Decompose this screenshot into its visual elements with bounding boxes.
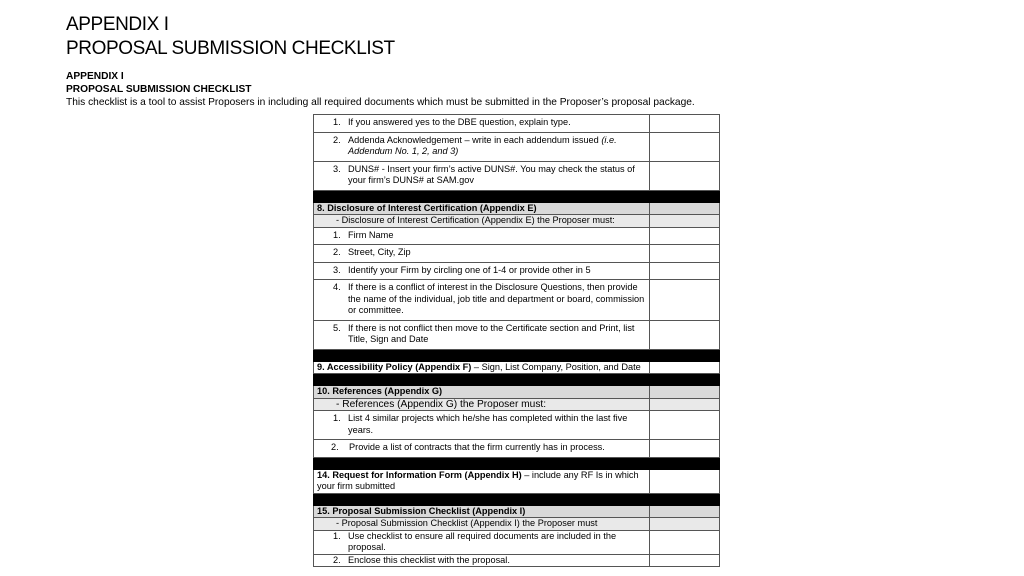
section-sub-row (314, 518, 720, 531)
check-cell[interactable] (650, 530, 720, 554)
check-cell[interactable] (650, 518, 720, 531)
section-heading: 15. Proposal Submission Checklist (Appendix I) (314, 505, 650, 518)
section-divider (314, 493, 720, 505)
slide-title (66, 13, 395, 61)
item-text: Firm Name (348, 229, 394, 240)
item-number: 2. (333, 134, 341, 145)
section-heading: 8. Disclosure of Interest Certification (Appendix E) (314, 202, 650, 215)
item-text: Use checklist to ensure all required documents are included in the proposal. (348, 530, 617, 552)
item-number: 2. (333, 554, 341, 565)
item-number: 1. (333, 117, 341, 127)
item-number: 2. (331, 442, 339, 452)
section-sub-row (314, 215, 720, 228)
check-cell[interactable] (650, 361, 720, 374)
check-cell[interactable] (650, 280, 720, 321)
item-text: If there is not conflict then move to the Certificate section and Print, list Title, Sign and Date (348, 322, 635, 344)
section-heading (314, 361, 650, 374)
section-heading-bold: 14. Request for Information Form (Appendix H) (317, 469, 522, 480)
slide-title-line1: APPENDIX I (66, 14, 169, 35)
intro-heading1: APPENDIX I (66, 71, 124, 82)
check-cell[interactable] (650, 227, 720, 245)
table-row (314, 440, 720, 458)
table-row (314, 161, 720, 190)
check-cell[interactable] (650, 161, 720, 190)
slide-title-line2: PROPOSAL SUBMISSION CHECKLIST (66, 38, 395, 59)
table-row (314, 320, 720, 349)
table-row (314, 115, 720, 133)
check-cell[interactable] (650, 132, 720, 161)
table-row (314, 132, 720, 161)
item-text: If you answered yes to the DBE question, explain type. (348, 117, 571, 127)
check-cell[interactable] (650, 320, 720, 349)
section-divider (314, 349, 720, 361)
item-text: Identify your Firm by circling one of 1-4 or provide other in 5 (348, 264, 591, 275)
section-header-row (314, 202, 720, 215)
section-heading (314, 469, 650, 493)
table-row (314, 280, 720, 321)
check-cell[interactable] (650, 115, 720, 133)
item-text-italic: (i.e. Addendum No. 1, 2, and 3) (348, 134, 617, 156)
item-text: Enclose this checklist with the proposal. (348, 554, 510, 565)
item-text: List 4 similar projects which he/she has completed within the last five years. (348, 413, 628, 435)
intro-heading2: PROPOSAL SUBMISSION CHECKLIST (66, 84, 252, 95)
check-cell[interactable] (650, 440, 720, 458)
section-divider (314, 457, 720, 469)
item-number: 1. (333, 530, 341, 541)
section-header-row (314, 505, 720, 518)
section-subheading: - References (Appendix G) the Proposer must: (314, 398, 650, 411)
item-number: 5. (333, 322, 341, 333)
item-text: If there is a conflict of interest in the Disclosure Questions, then provide the name of the individual, job title and department or board, commission or committee. (348, 282, 645, 315)
item-number: 3. (333, 163, 341, 174)
section-divider (314, 374, 720, 386)
item-number: 4. (333, 282, 341, 292)
section-divider (314, 190, 720, 202)
item-text: DUNS# - Insert your firm’s active DUNS#. You may check the status of your firm’s DUNS# at SAM.gov (348, 163, 635, 185)
check-cell[interactable] (650, 245, 720, 263)
item-text-main: Addenda Acknowledgement – write in each addendum issued (348, 134, 602, 145)
item-text: Provide a list of contracts that the firm currently has in process. (349, 442, 605, 452)
section-subheading: - Proposal Submission Checklist (Appendix I) the Proposer must (314, 518, 650, 531)
item-number: 1. (333, 413, 341, 423)
check-cell[interactable] (650, 469, 720, 493)
table-row (314, 469, 720, 493)
table-row (314, 262, 720, 280)
intro-description: This checklist is a tool to assist Proposers in including all required documents which must be submitted in the Proposer’s proposal package. (66, 97, 695, 108)
intro-block (66, 70, 695, 109)
item-number: 1. (333, 229, 341, 240)
table-row (314, 227, 720, 245)
table-row (314, 530, 720, 554)
section-header-row (314, 386, 720, 399)
check-cell[interactable] (650, 202, 720, 215)
table-row (314, 554, 720, 567)
section-heading-bold: 9. Accessibility Policy (Appendix F) (317, 361, 472, 372)
table-row (314, 361, 720, 374)
section-heading-rest: – include any RF Is in which your firm submitted (317, 469, 639, 491)
section-heading-rest: – Sign, List Company, Position, and Date (471, 361, 641, 372)
check-cell[interactable] (650, 505, 720, 518)
table-row (314, 245, 720, 263)
item-text (348, 135, 646, 158)
checklist-table (313, 114, 720, 567)
check-cell[interactable] (650, 262, 720, 280)
check-cell[interactable] (650, 398, 720, 411)
check-cell[interactable] (650, 554, 720, 567)
item-number: 2. (333, 247, 341, 257)
section-sub-row (314, 398, 720, 411)
section-subheading: - Disclosure of Interest Certification (Appendix E) the Proposer must: (314, 215, 650, 228)
item-number: 3. (333, 264, 341, 275)
check-cell[interactable] (650, 386, 720, 399)
table-row (314, 411, 720, 440)
section-heading: 10. References (Appendix G) (314, 386, 650, 399)
check-cell[interactable] (650, 215, 720, 228)
check-cell[interactable] (650, 411, 720, 440)
item-text: Street, City, Zip (348, 247, 411, 257)
